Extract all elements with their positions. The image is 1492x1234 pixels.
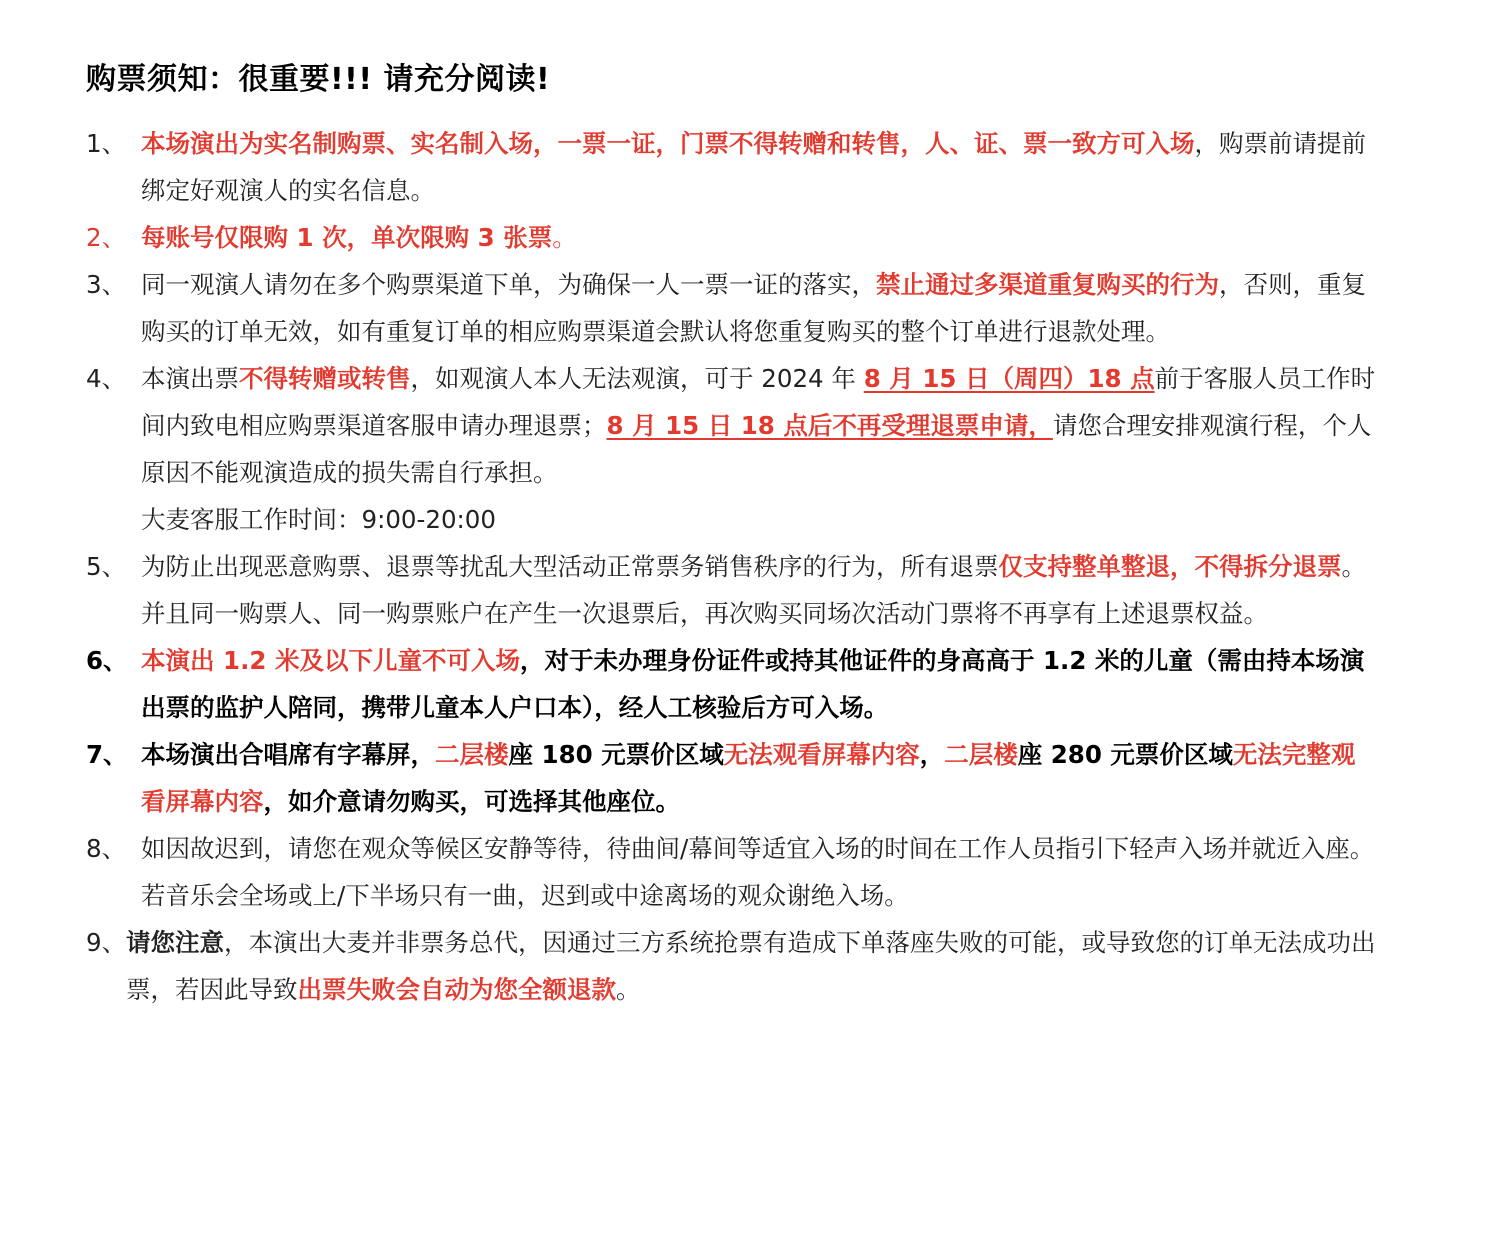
- notice-list: [86, 120, 1376, 1013]
- notice-text-segment: ，购票前请提前绑定好观演人的实名信息。: [141, 129, 1366, 205]
- notice-text-segment: 8 月 15 日（周四）18 点: [863, 364, 1155, 393]
- notice-text-segment: 二层楼: [435, 740, 509, 769]
- notice-text-segment: 出票失败会自动为您全额退款: [297, 975, 616, 1004]
- service-hours-text: 大麦客服工作时间：9:00-20:00: [141, 505, 496, 534]
- notice-item-text: [141, 637, 1376, 731]
- notice-text-segment: 前于客服人员工作时间内致电相应购票渠道客服申请办理退票；: [141, 364, 1376, 440]
- notice-text-segment: 同一观演人请勿在多个购票渠道下单，为确保一人一票一证的落实，: [141, 270, 876, 299]
- notice-text-segment: 不得转赠或转售: [239, 364, 411, 393]
- notice-text-segment: 每账号仅限购 1 次，单次限购 3 张票: [141, 223, 553, 252]
- notice-item-number: 8、: [86, 834, 127, 863]
- notice-item-text: [141, 355, 1376, 543]
- notice-text-segment: 为防止出现恶意购票、退票等扰乱大型活动正常票务销售秩序的行为，所有退票: [141, 552, 999, 581]
- page-title: 购票须知：很重要!!! 请充分阅读!: [86, 62, 551, 97]
- notice-item-number: 4、: [86, 364, 127, 393]
- purchase-notice-document: [86, 58, 1376, 1013]
- notice-text-segment: ，: [919, 740, 945, 769]
- notice-item: [86, 355, 1376, 543]
- notice-item-text: [141, 214, 1376, 261]
- notice-text-segment: 本场演出合唱席有字幕屏，: [141, 740, 435, 769]
- notice-item-text: [141, 825, 1376, 919]
- notice-text-segment: 8 月 15 日 18 点后不再受理退票申请，: [606, 411, 1053, 440]
- notice-item-number: 7、: [86, 740, 128, 769]
- notice-item-number: 6、: [86, 646, 128, 675]
- notice-item-number: 3、: [86, 270, 127, 299]
- notice-text-segment: 。: [616, 975, 641, 1004]
- notice-text-segment: 禁止通过多渠道重复购买的行为: [876, 270, 1219, 299]
- notice-text-segment: 二层楼: [944, 740, 1018, 769]
- notice-item-text: [126, 919, 1376, 1013]
- notice-item-text: [141, 120, 1376, 214]
- notice-item: [86, 543, 1376, 637]
- notice-text-segment: 如因故迟到，请您在观众等候区安静等待，待曲间/幕间等适宜入场的时间在工作人员指引下轻声入场并就近入座。若音乐会全场或上/下半场只有一曲，迟到或中途离场的观众谢绝入场。: [141, 834, 1375, 910]
- notice-text-segment: 本场演出为实名制购票、实名制入场，一票一证，门票不得转赠和转售，人、证、票一致方可入场: [141, 129, 1195, 158]
- notice-text-segment: 无法完整观看屏幕内容: [141, 740, 1356, 816]
- notice-item-text: [141, 543, 1376, 637]
- notice-text-segment: 仅支持整单整退，不得拆分退票: [998, 552, 1342, 581]
- notice-item: [86, 637, 1376, 731]
- notice-item: [86, 731, 1376, 825]
- notice-item: [86, 825, 1376, 919]
- notice-item: [86, 120, 1376, 214]
- notice-item-number: 1、: [86, 129, 127, 158]
- notice-text-segment: 座 280 元票价区域: [1017, 740, 1233, 769]
- notice-text-segment: 。: [552, 223, 577, 252]
- notice-item-number: 5、: [86, 552, 127, 581]
- notice-text-segment: 请您注意: [126, 928, 224, 957]
- notice-text-segment: ，否则，重复购买的订单无效，如有重复订单的相应购票渠道会默认将您重复购买的整个订单进行退款处理。: [141, 270, 1366, 346]
- notice-item-number: 2、: [86, 223, 127, 252]
- notice-item-number: 9、: [86, 928, 127, 957]
- notice-text-segment: 本演出票: [141, 364, 239, 393]
- notice-text-segment: ，如观演人本人无法观演，可于 2024 年: [410, 364, 864, 393]
- notice-item: [86, 214, 1376, 261]
- notice-text-segment: 本演出 1.2 米及以下儿童不可入场: [141, 646, 520, 675]
- notice-text-segment: 请您合理安排观演行程，个人原因不能观演造成的损失需自行承担。: [141, 411, 1372, 487]
- notice-text-segment: ，如介意请勿购买，可选择其他座位。: [263, 787, 680, 816]
- notice-item: [86, 261, 1376, 355]
- notice-text-segment: 无法观看屏幕内容: [723, 740, 920, 769]
- notice-text-segment: ，对于未办理身份证件或持其他证件的身高高于 1.2 米的儿童（需由持本场演出票的监护人陪同，携带儿童本人户口本），经人工核验后方可入场。: [141, 646, 1365, 722]
- notice-text-segment: ，本演出大麦并非票务总代，因通过三方系统抢票有造成下单落座失败的可能，或导致您的订单无法成功出票，若因此导致: [126, 928, 1376, 1004]
- notice-text-segment: 座 180 元票价区域: [508, 740, 724, 769]
- notice-item-text: [141, 731, 1376, 825]
- notice-item: [86, 919, 1376, 1013]
- notice-text-segment: 。并且同一购票人、同一购票账户在产生一次退票后，再次购买同场次活动门票将不再享有上述退票权益。: [141, 552, 1366, 628]
- notice-item-text: [141, 261, 1376, 355]
